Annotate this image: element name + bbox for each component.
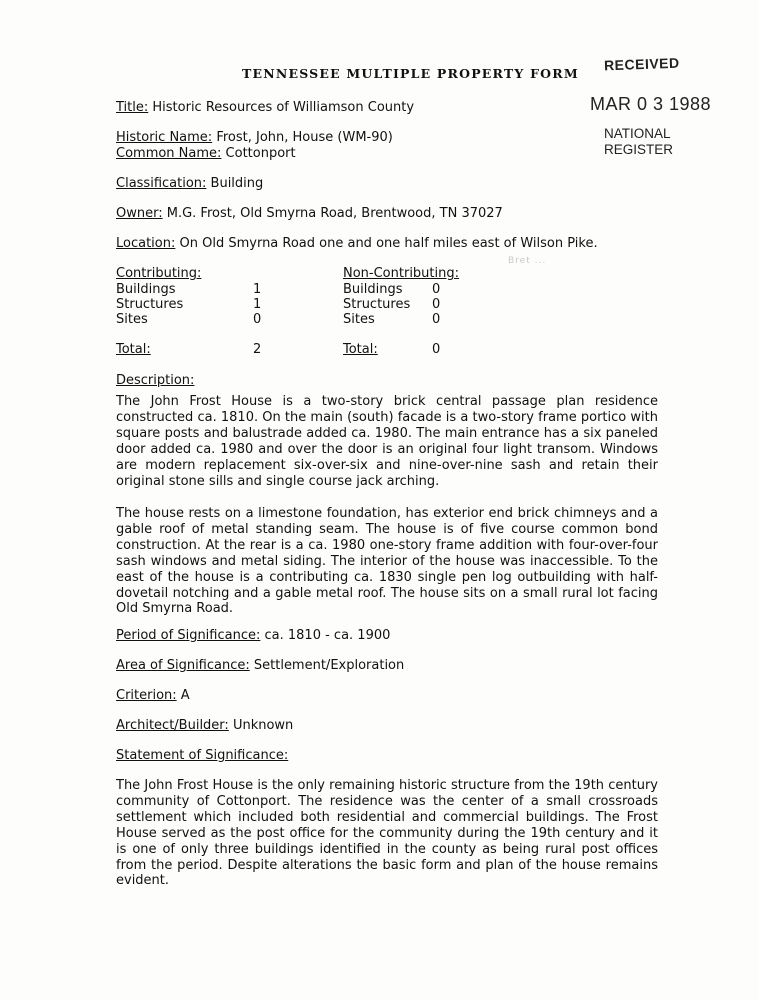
area-value: Settlement/Exploration bbox=[249, 658, 405, 673]
criterion-value: A bbox=[176, 688, 190, 703]
common-name-label: Common Name: bbox=[116, 146, 222, 161]
contributing-row: Structures bbox=[116, 297, 184, 312]
non-contributing-total-label: Total: bbox=[343, 342, 378, 357]
contributing-value: 1 bbox=[253, 297, 262, 312]
description-paragraph-2: The house rests on a limestone foundation, has exterior end brick chimneys and a gable roof of metal standing seam. The house is of five course common bond construction. At the rear is a ca. 1980 one-story frame addition with four-over-four sash windows and metal siding. The interior of the house was inaccessible. To the east of the house is a contributing ca. 1830 single pen log outbuilding with half-dovetail notching and a gable metal roof. The house sits on a small rural lot facing Old Smyrna Road. bbox=[116, 506, 658, 617]
statement-paragraph: The John Frost House is the only remaining historic structure from the 19th century community of Cottonport. The residence was the center of a small crossroads settlement which included both residential and commercial buildings. The Frost House served as the post office for the community during the 19th century and it is one of only three buildings identified in the county as being rural post offices from the period. Despite alterations the basic form and plan of the house remains evident. bbox=[116, 778, 658, 889]
contributing-row: Sites bbox=[116, 312, 148, 327]
received-date-stamp: MAR 0 3 1988 bbox=[590, 94, 712, 114]
contributing-value: 0 bbox=[253, 312, 262, 327]
common-name-value: Cottonport bbox=[221, 146, 296, 161]
owner-value: M.G. Frost, Old Smyrna Road, Brentwood, TN 37027 bbox=[162, 206, 503, 221]
non-contributing-total-value: 0 bbox=[432, 342, 441, 357]
non-contributing-value: 0 bbox=[432, 312, 441, 327]
classification-label: Classification: bbox=[116, 176, 207, 191]
period-value: ca. 1810 - ca. 1900 bbox=[260, 628, 391, 643]
area-label: Area of Significance: bbox=[116, 658, 250, 673]
faint-pencil-mark: Bret ... bbox=[508, 256, 547, 266]
contributing-total-label: Total: bbox=[116, 342, 151, 357]
contributing-value: 1 bbox=[253, 282, 262, 297]
location-field bbox=[116, 236, 598, 251]
classification-field bbox=[116, 176, 263, 191]
title-field bbox=[116, 100, 414, 115]
title-value: Historic Resources of Williamson County bbox=[148, 100, 415, 115]
classification-value: Building bbox=[206, 176, 264, 191]
non-contributing-header: Non-Contributing: bbox=[343, 266, 460, 281]
common-name-field bbox=[116, 146, 296, 161]
owner-field bbox=[116, 206, 503, 221]
non-contributing-value: 0 bbox=[432, 282, 441, 297]
contributing-total-value: 2 bbox=[253, 342, 262, 357]
period-label: Period of Significance: bbox=[116, 628, 261, 643]
architect-value: Unknown bbox=[228, 718, 294, 733]
contributing-row: Buildings bbox=[116, 282, 176, 297]
architect-label: Architect/Builder: bbox=[116, 718, 229, 733]
stamp-line-national: NATIONAL bbox=[604, 126, 671, 141]
national-register-stamp bbox=[604, 126, 673, 158]
form-title: TENNESSEE MULTIPLE PROPERTY FORM bbox=[242, 66, 579, 81]
non-contributing-row: Sites bbox=[343, 312, 375, 327]
historic-name-value: Frost, John, House (WM-90) bbox=[212, 130, 393, 145]
non-contributing-value: 0 bbox=[432, 297, 441, 312]
period-field bbox=[116, 628, 390, 643]
owner-label: Owner: bbox=[116, 206, 163, 221]
non-contributing-row: Structures bbox=[343, 297, 411, 312]
description-heading: Description: bbox=[116, 373, 195, 388]
non-contributing-row: Buildings bbox=[343, 282, 403, 297]
criterion-field bbox=[116, 688, 190, 703]
architect-field bbox=[116, 718, 293, 733]
description-paragraph-1: The John Frost House is a two-story brick central passage plan residence constructed ca. 1810. On the main (south) facade is a two-story frame portico with square posts and balustrade added ca. 1980. The main entrance has a six paneled door added ca. 1980 and over the door is an original four light transom. Windows are modern replacement six-over-six and nine-over-nine sash and retain their original stone sills and single course jack arching. bbox=[116, 394, 658, 489]
received-stamp: RECEIVED bbox=[603, 54, 680, 74]
location-label: Location: bbox=[116, 236, 176, 251]
location-value: On Old Smyrna Road one and one half miles east of Wilson Pike. bbox=[175, 236, 598, 251]
statement-heading: Statement of Significance: bbox=[116, 748, 289, 763]
area-field bbox=[116, 658, 404, 673]
contributing-header: Contributing: bbox=[116, 266, 202, 281]
historic-name-field bbox=[116, 130, 393, 145]
historic-name-label: Historic Name: bbox=[116, 130, 213, 145]
stamp-line-register: REGISTER bbox=[604, 142, 674, 157]
title-label: Title: bbox=[116, 100, 149, 115]
criterion-label: Criterion: bbox=[116, 688, 177, 703]
